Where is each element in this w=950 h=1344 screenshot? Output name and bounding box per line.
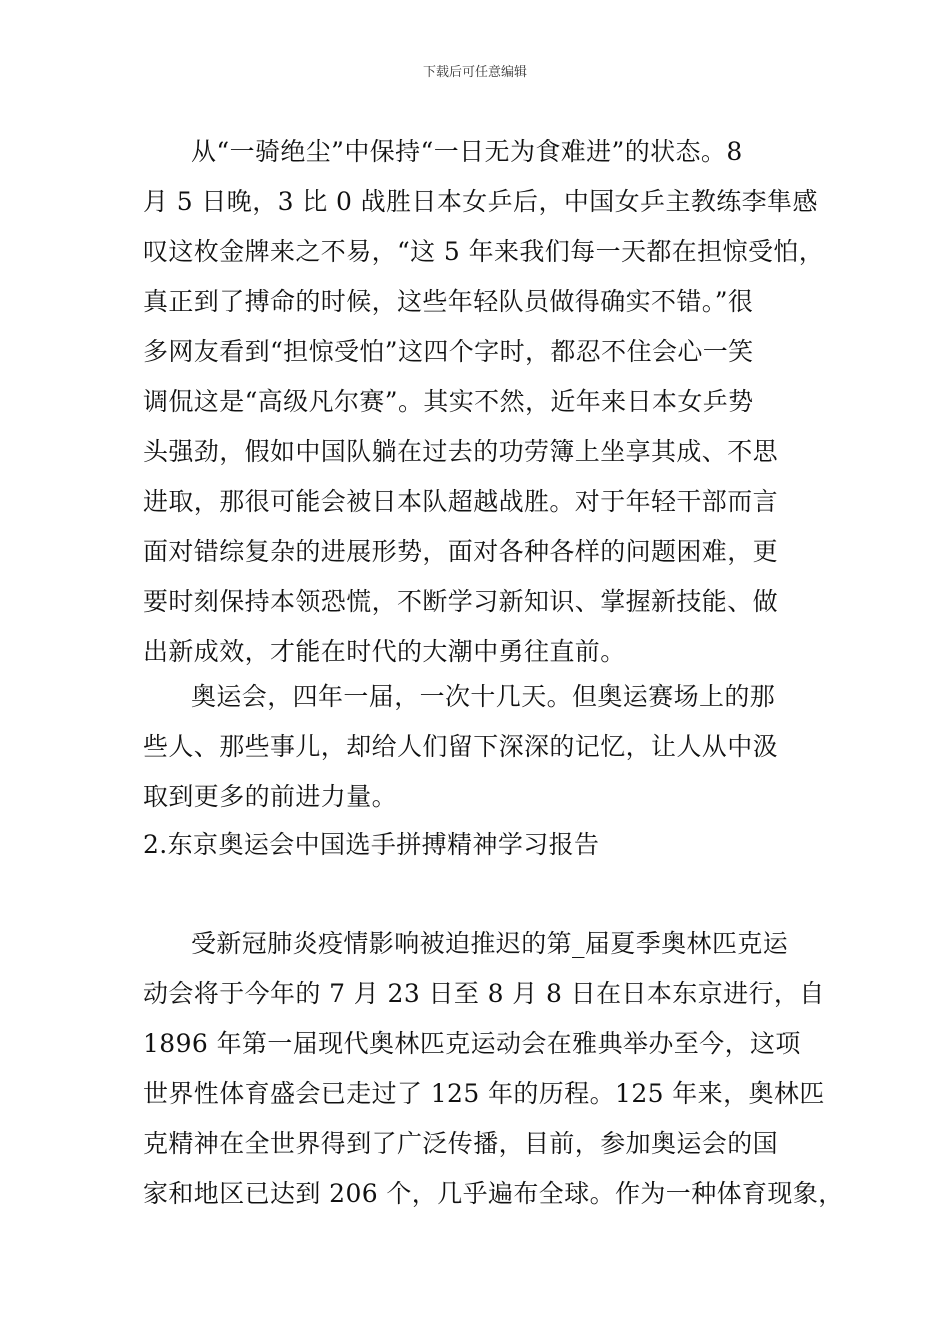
text-line: 出新成效，才能在时代的大潮中勇往直前。 <box>143 637 626 666</box>
text-line: 叹这枚金牌来之不易，“这 5 年来我们每一天都在担惊受怕， <box>143 237 825 266</box>
text-line: 1896 年第一届现代奥林匹克运动会在雅典举办至今，这项 <box>143 1029 801 1058</box>
text-line: 月 5 日晚，3 比 0 战胜日本女乒后，中国女乒主教练李隼感 <box>143 187 818 216</box>
text-line: 世界性体育盛会已走过了 125 年的历程。125 年来，奥林匹 <box>143 1079 825 1108</box>
text-line: 从“一骑绝尘”中保持“一日无为食难进”的状态。8 <box>191 137 743 166</box>
heading-text: 2.东京奥运会中国选手拼搏精神学习报告 <box>143 830 600 859</box>
text-line: 奥运会，四年一届，一次十几天。但奥运赛场上的那 <box>191 682 776 711</box>
paragraph-3 <box>143 919 844 1219</box>
text-line: 真正到了搏命的时候，这些年轻队员做得确实不错。”很 <box>143 287 754 316</box>
text-line: 调侃这是“高级凡尔赛”。其实不然，近年来日本女乒势 <box>143 387 754 416</box>
text-line: 克精神在全世界得到了广泛传播，目前，参加奥运会的国 <box>143 1129 779 1158</box>
section-heading <box>143 820 833 870</box>
text-line: 多网友看到“担惊受怕”这四个字时，都忍不住会心一笑 <box>143 337 754 366</box>
paragraph-1 <box>143 127 833 677</box>
text-line: 动会将于今年的 7 月 23 日至 8 月 8 日在日本东京进行，自 <box>143 979 825 1008</box>
page-header: 下载后可任意编辑 <box>422 65 527 80</box>
text-line: 头强劲，假如中国队躺在过去的功劳簿上坐享其成、不思 <box>143 437 779 466</box>
text-line: 家和地区已达到 206 个，几乎遍布全球。作为一种体育现象， <box>143 1179 844 1208</box>
text-line: 些人、那些事儿，却给人们留下深深的记忆，让人从中汲 <box>143 732 779 761</box>
text-line: 要时刻保持本领恐慌，不断学习新知识、掌握新技能、做 <box>143 587 779 616</box>
text-line: 进取，那很可能会被日本队超越战胜。对于年轻干部而言 <box>143 487 779 516</box>
paragraph-2 <box>143 672 833 822</box>
text-line: 取到更多的前进力量。 <box>143 782 398 811</box>
text-line: 受新冠肺炎疫情影响被迫推迟的第_届夏季奥林匹克运 <box>191 929 789 958</box>
text-line: 面对错综复杂的进展形势，面对各种各样的问题困难，更 <box>143 537 779 566</box>
